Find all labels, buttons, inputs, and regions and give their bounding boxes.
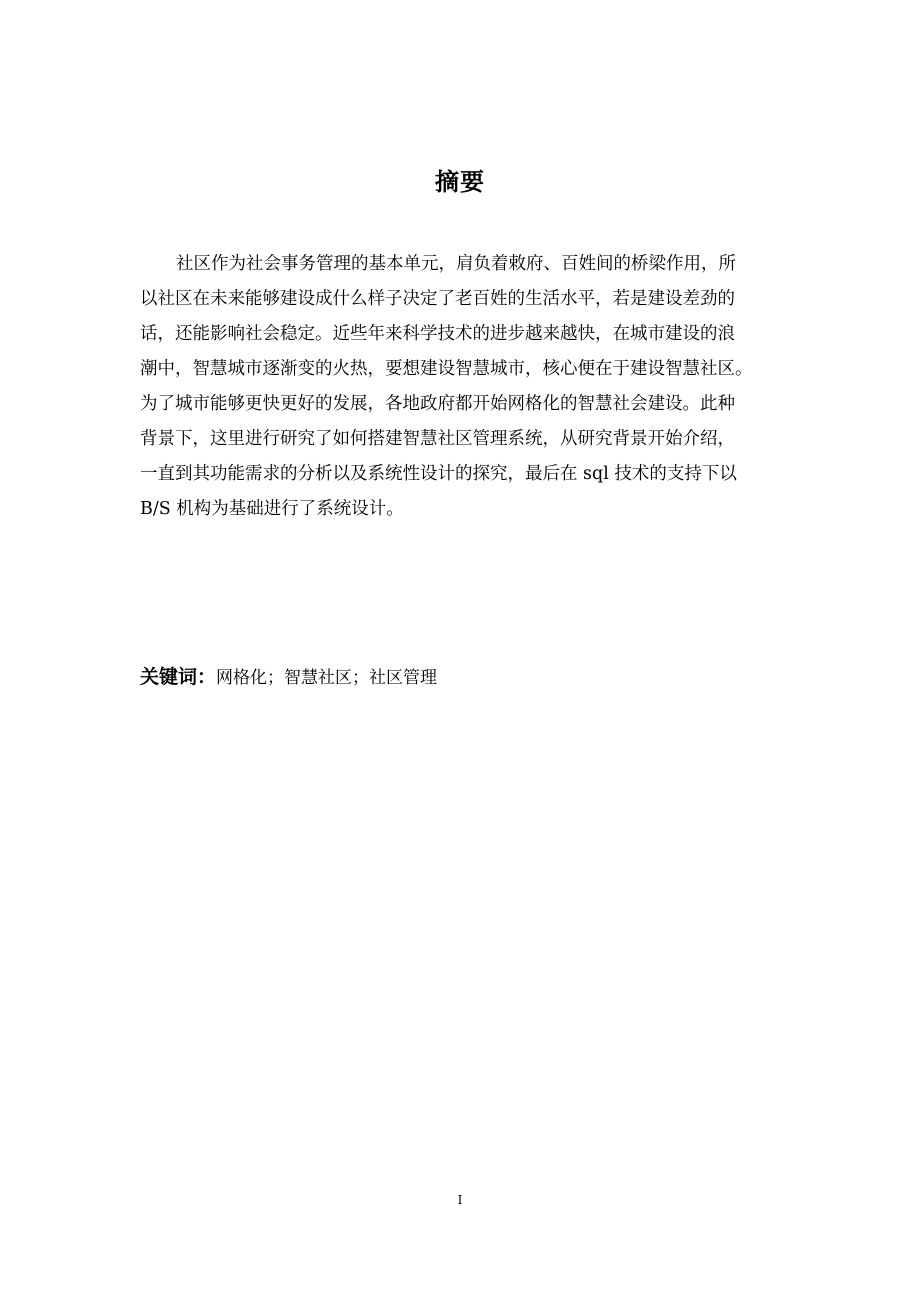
abstract-line: 一直到其功能需求的分析以及系统性设计的探究，最后在 sql 技术的支持下以 [140, 464, 737, 484]
abstract-line: 社区作为社会事务管理的基本单元，肩负着敕府、百姓间的桥梁作用，所 [176, 254, 736, 274]
abstract-line: 为了城市能够更快更好的发展，各地政府都开始网格化的智慧社会建设。此种 [140, 394, 735, 414]
page-number: I [457, 1193, 463, 1207]
abstract-line: 潮中，智慧城市逐渐变的火热，要想建设智慧城市，核心便在于建设智慧社区。 [140, 359, 753, 379]
abstract-line: 话，还能影响社会稳定。近些年来科学技术的进步越来越快，在城市建设的浪 [140, 324, 735, 344]
abstract-line: B/S 机构为基础进行了系统设计。 [140, 499, 404, 519]
abstract-line: 背景下，这里进行研究了如何搭建智慧社区管理系统，从研究背景开始介绍， [140, 429, 735, 449]
abstract-line: 以社区在未来能够建设成什么样子决定了老百姓的生活水平，若是建设差劲的 [140, 289, 735, 309]
keywords-list: 网格化；智慧社区；社区管理 [216, 668, 438, 688]
keywords-label: 关键词： [140, 666, 217, 688]
keywords-section [140, 660, 780, 695]
abstract-body [140, 247, 780, 527]
page-title: 摘要 [435, 168, 485, 196]
